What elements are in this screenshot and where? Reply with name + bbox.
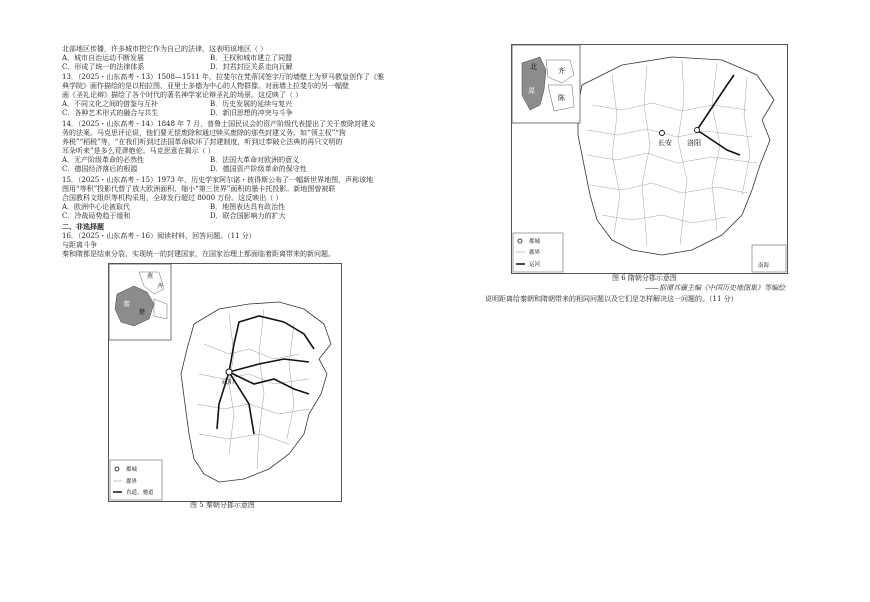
sui-inset-bei: 北: [530, 63, 537, 71]
q16-line3: 秦和隋都是结束分裂、实现统一的封建国家，在国家治理上都面临着距离带来的新问题。: [62, 250, 335, 258]
q13-line3: 画《圣礼论辩》描绘了各个时代的著名神学家论辩圣礼的场景。这反映了（ ）: [62, 91, 303, 99]
sui-map-drawing: [512, 45, 787, 273]
sui-south-sea-label: 南海: [758, 263, 770, 269]
qin-map: [108, 263, 342, 502]
qin-map-caption: 图 5 秦朝分郡示意图: [190, 501, 255, 509]
map-source: ——据谭其骧主编《中国历史地图集》等编绘: [645, 284, 785, 292]
q14-line3: 养税”“稻税”等，“在我们听到过法国革命砍坏了封建制度，听到过奉破仑法典的再只文明的: [62, 138, 343, 146]
q12-option-a: A．城市自治运动不断发展: [62, 54, 145, 62]
q12-option-c: C．形成了统一的法律体系: [62, 63, 145, 71]
sui-map: [511, 44, 788, 274]
q16-line2: 与距离斗争: [62, 241, 97, 249]
q15-option-d: D．联合国影响力的扩大: [210, 212, 286, 220]
q14-line1: 14．（2025・山东高考・14）1848 年 7 月，普鲁士国民议会的资产阶级代表提出了关于废除封建义: [62, 120, 376, 128]
qin-map-drawing: [109, 264, 341, 501]
q14-option-b: B．法国大革命对欧洲的意义: [210, 156, 300, 164]
q12-option-b: B．王权和城市建立了同盟: [210, 54, 293, 62]
qin-inset-yan: 燕: [147, 273, 154, 280]
q16-line1: 16．（2025・山东高考・16）阅读材料，回答问题。（11 分）: [62, 232, 256, 240]
q13-line1: 13．（2025・山东高考・13）1508—1511 年，拉斐尔在梵蒂冈签字厅的墙壁上为罗马教皇创作了《雅: [62, 73, 384, 81]
q14-line4: 耳朵听来”是多么荒谬绝伦。马克思意在揭示（ ）: [62, 147, 215, 155]
qin-capital-label: 咸阳: [222, 379, 235, 386]
q13-option-b: B．历史发展的延续与复兴: [210, 100, 293, 108]
q13-option-a: A．不同文化之间的借鉴与互补: [62, 100, 159, 108]
sui-city-changan: 长安: [658, 139, 672, 147]
sui-inset-zhou: 周: [528, 87, 535, 95]
q15-option-b: B．地图表达具有政治性: [210, 203, 286, 211]
qin-inset-qin: 秦: [123, 300, 130, 308]
q13-option-d: D．新旧思想的冲突与斗争: [210, 109, 293, 117]
sui-legend-capital: 都城: [529, 239, 541, 245]
qin-legend-capital: 都城: [126, 467, 138, 473]
q14-option-c: C．德国经济落后的根源: [62, 165, 138, 173]
q15-option-c: C．冷战局势趋于缓和: [62, 212, 131, 220]
q15-option-a: A．欧洲中心论被取代: [62, 203, 131, 211]
q14-option-d: D．德国资产阶级革命的保守性: [210, 165, 307, 173]
q13-option-c: C．各种艺术形式的融合与共生: [62, 109, 159, 117]
q12-stem: 北部地区传播，许多城市把它作为自己的法律，这表明该地区（ ）: [62, 45, 268, 53]
qin-inset-qi: 齐: [157, 283, 164, 290]
qin-legend-roads: 直道、驰道: [126, 490, 154, 496]
sui-inset-qi: 齐: [558, 67, 565, 75]
q12-option-d: D．封君封臣关系走向瓦解: [210, 63, 293, 71]
section-heading: 二、非选择题: [62, 222, 104, 231]
qin-legend-boundary: 郡界: [126, 479, 138, 485]
sui-map-caption: 图 6 隋朝分郡示意图: [612, 274, 677, 282]
q14-option-a: A．无产阶级革命的必然性: [62, 156, 145, 164]
sui-city-luoyang: 洛阳: [687, 139, 701, 147]
sui-legend-canal: 运河: [529, 262, 541, 268]
sui-legend-boundary: 郡界: [529, 250, 541, 256]
q15-line2: 图用“等积”投影代替了放大欧洲面积、缩小“第三世界”面积的墨卡托投影。新地图曾被联: [62, 185, 336, 193]
q15-line1: 15．（2025・山东高考・15）1973 年，历史学家阿尔诺・彼得斯公布了一幅新世界地图，声称该地: [62, 176, 374, 184]
q14-line2: 务的法案。马克思评论说，他们要无偿废除和通过赎买废除的那些封建义务，如“领主权”“狗: [62, 129, 346, 137]
qin-inset-chu: 楚: [139, 309, 146, 316]
sui-inset-chen: 陈: [558, 94, 565, 102]
q16-question: 说明距离给秦朝和隋朝带来的相同问题以及它们是怎样解决这一问题的。（11 分）: [485, 295, 738, 303]
q13-line2: 典学院》画作描绘的是以柏拉图、亚里士多德为中心的人物群像。对面墙上拉斐尔的另一幅壁: [62, 82, 349, 90]
q15-line3: 合国教科文组织等机构采用，全球发行超过 8000 万份。这反映出（ ）: [62, 194, 283, 202]
